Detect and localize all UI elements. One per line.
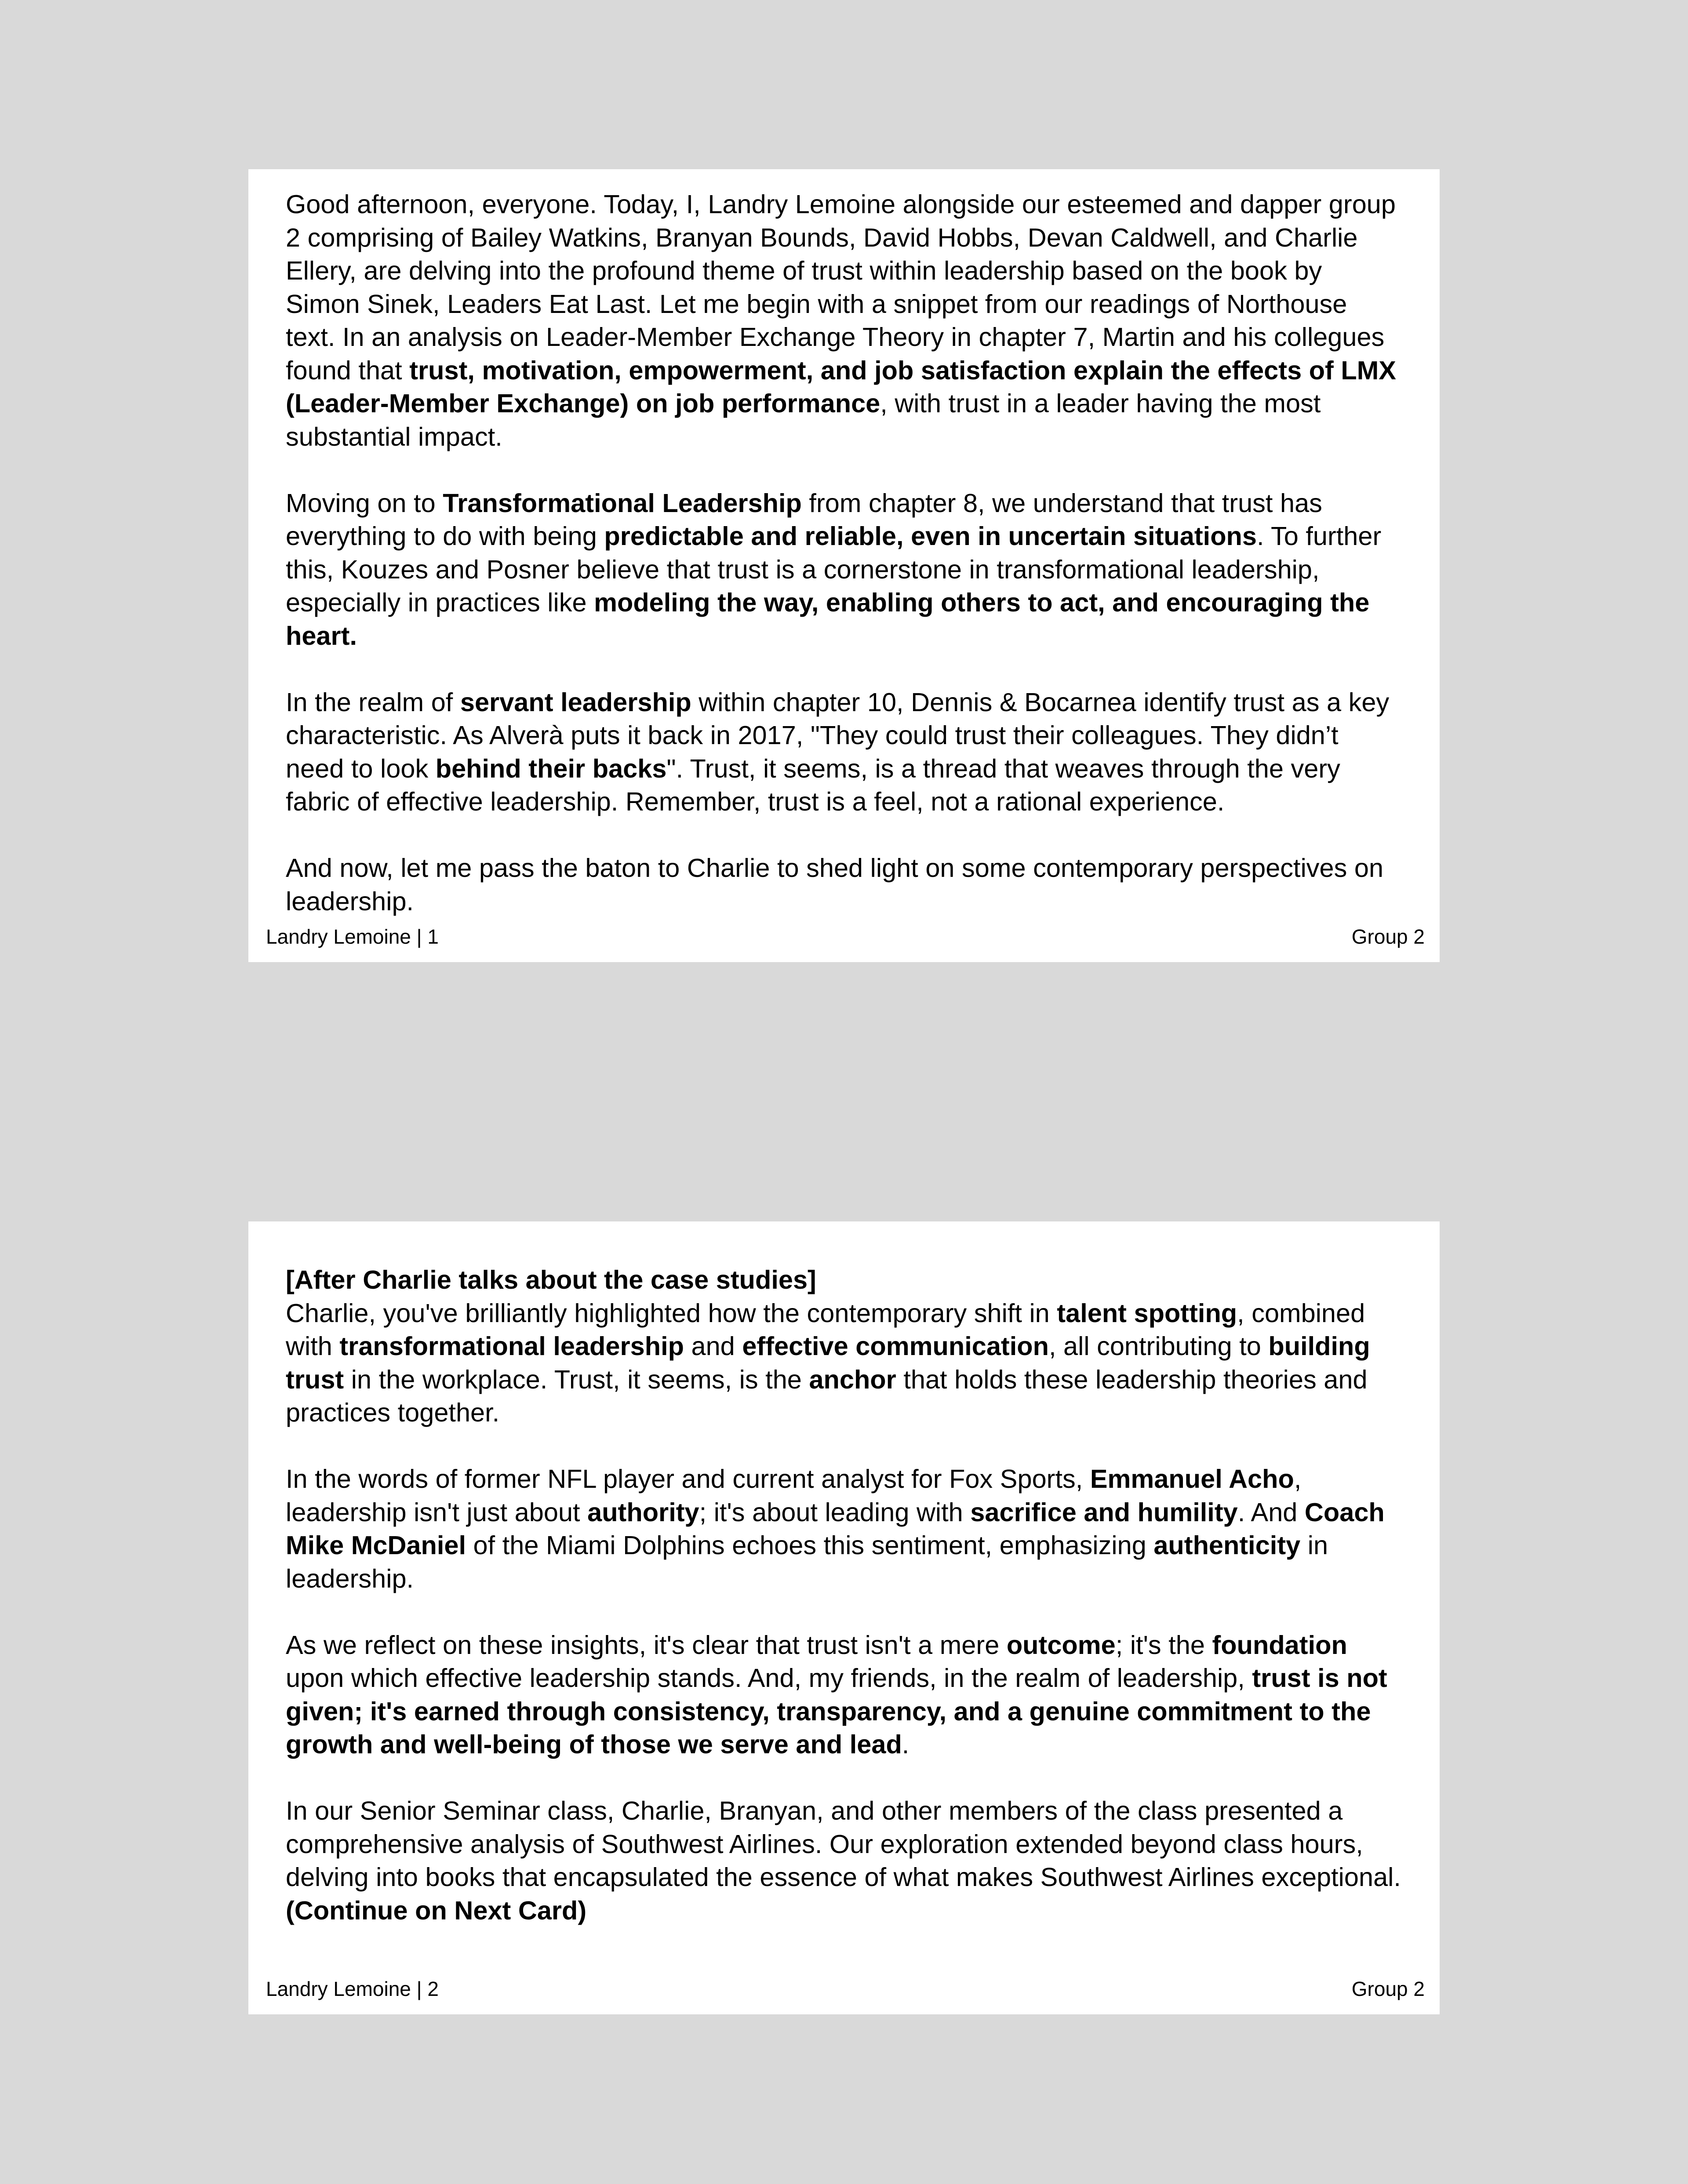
card-2-p2-text-4: . And	[1237, 1497, 1305, 1527]
card-2-p2-bold-1: Emmanuel Acho	[1090, 1464, 1294, 1494]
card-1-paragraph-2	[286, 487, 1402, 653]
card-2-p1-text-6: that holds these leadership theories and practices together.	[286, 1364, 1368, 1427]
card-2-p1-bold-5: anchor	[809, 1364, 896, 1394]
card-1-p3-bold-1: servant leadership	[460, 687, 691, 717]
card-1-body	[286, 188, 1402, 918]
card-2-continue-note: (Continue on Next Card)	[286, 1895, 587, 1925]
card-2-p2-text-3: ; it's about leading with	[699, 1497, 971, 1527]
card-1-p2-bold-3: modeling the way, enabling others to act, and encouraging the heart.	[286, 588, 1370, 650]
card-2-p1-bold-3: effective communication	[742, 1331, 1049, 1361]
card-2-paragraph-3	[286, 1628, 1402, 1761]
card-1-p2-text-2: from chapter 8, we understand that trust has everything to do with being	[286, 488, 1322, 551]
card-1-p2-text-1: Moving on to	[286, 488, 443, 518]
card-2-p2-bold-2: authority	[587, 1497, 699, 1527]
card-1-footer-right: Group 2	[1351, 925, 1425, 948]
card-2-heading: [After Charlie talks about the case studies]	[286, 1265, 816, 1294]
note-card-2	[248, 1221, 1440, 2014]
card-1-p1-text-1: Good afternoon, everyone. Today, I, Landry Lemoine alongside our esteemed and dapper group 2 comprising of Bailey Watkins, Branyan Bounds, David Hobbs, Devan Caldwell, and Charlie Ellery, are delving into the profound theme of trust within leadership based on the book by Simon Sinek, Leaders Eat Last. Let me begin with a snippet from our readings of Northouse text. In an analysis on Leader-Member Exchange Theory in chapter 7, Martin and his collegues found that	[286, 189, 1396, 385]
card-2-paragraph-4	[286, 1794, 1402, 1927]
card-2-p2-text-2: , leadership isn't just about	[286, 1464, 1302, 1527]
card-2-p3-bold-3: trust is not given; it's earned through consistency, transparency, and a genuine commitment to the growth and well-being of those we serve and lead	[286, 1663, 1387, 1759]
card-2-p1-bold-4: building trust	[286, 1331, 1370, 1394]
card-2-p3-bold-2: foundation	[1212, 1630, 1347, 1660]
card-2-p1-text-2: , combined with	[286, 1298, 1365, 1361]
card-1-paragraph-3	[286, 686, 1402, 818]
card-2-p1-text-1: Charlie, you've brilliantly highlighted how the contemporary shift in	[286, 1298, 1057, 1328]
card-1-p3-text-2: within chapter 10, Dennis & Bocarnea identify trust as a key characteristic. As Alverà puts it back in 2017, "They could trust their colleagues. They didn’t need to look	[286, 687, 1390, 783]
card-1-footer-left: Landry Lemoine | 1	[266, 925, 439, 948]
card-1-paragraph-1	[286, 188, 1402, 453]
card-1-paragraph-4	[286, 851, 1402, 918]
card-2-p2-text-6: in leadership.	[286, 1530, 1328, 1593]
card-1-p2-bold-2: predictable and reliable, even in uncertain situations	[604, 521, 1257, 551]
card-2-p3-bold-1: outcome	[1006, 1630, 1116, 1660]
card-2-p1-text-3: and	[684, 1331, 742, 1361]
card-1-p3-text-3: ". Trust, it seems, is a thread that weaves through the very fabric of effective leadership. Remember, trust is a feel, not a rational experience.	[286, 753, 1340, 816]
card-2-paragraph-1	[286, 1263, 1402, 1429]
card-1-p3-bold-2: behind their backs	[435, 753, 667, 783]
card-2-p1-bold-2: transformational leadership	[339, 1331, 684, 1361]
card-2-footer	[266, 1977, 1425, 2001]
card-1-p1-text-2: , with trust in a leader having the most substantial impact.	[286, 389, 1321, 451]
card-2-body	[286, 1263, 1402, 1927]
card-2-p3-text-2: ; it's the	[1115, 1630, 1212, 1660]
card-1-p2-text-3: . To further this, Kouzes and Posner believe that trust is a cornerstone in transformational leadership, especially in practices like	[286, 521, 1382, 617]
card-2-p2-bold-4: Coach Mike McDaniel	[286, 1497, 1385, 1560]
card-1-p2-bold-1: Transformational Leadership	[443, 488, 802, 518]
card-2-p1-bold-1: talent spotting	[1057, 1298, 1237, 1328]
card-2-p3-text-3: upon which effective leadership stands. And, my friends, in the realm of leadership,	[286, 1663, 1252, 1693]
card-1-p3-text-1: In the realm of	[286, 687, 460, 717]
card-2-footer-left: Landry Lemoine | 2	[266, 1977, 439, 2000]
card-2-p1-text-5: in the workplace. Trust, it seems, is the	[344, 1364, 809, 1394]
card-2-p2-bold-5: authenticity	[1153, 1530, 1301, 1560]
card-2-p1-text-4: , all contributing to	[1048, 1331, 1269, 1361]
note-card-1	[248, 169, 1440, 962]
card-2-paragraph-2	[286, 1462, 1402, 1595]
card-2-p4-text-1: In our Senior Seminar class, Charlie, Branyan, and other members of the class presented a comprehensive analysis of Southwest Airlines. Our exploration extended beyond class hours, delving into books that encapsulated the essence of what makes Southwest Airlines exceptional.	[286, 1796, 1401, 1892]
card-2-footer-right: Group 2	[1351, 1977, 1425, 2000]
card-1-p1-bold-1: trust, motivation, empowerment, and job satisfaction explain the effects of LMX (Leader-Member Exchange) on job performance	[286, 355, 1396, 418]
card-1-p4-text-1: And now, let me pass the baton to Charlie to shed light on some contemporary perspectives on leadership.	[286, 853, 1384, 916]
card-2-p2-text-1: In the words of former NFL player and current analyst for Fox Sports,	[286, 1464, 1090, 1494]
card-1-footer	[266, 924, 1425, 949]
card-2-p2-bold-3: sacrifice and humility	[970, 1497, 1238, 1527]
card-2-p2-text-5: of the Miami Dolphins echoes this sentiment, emphasizing	[466, 1530, 1154, 1560]
card-2-p3-text-4: .	[902, 1730, 909, 1759]
card-2-p3-text-1: As we reflect on these insights, it's clear that trust isn't a mere	[286, 1630, 1007, 1660]
